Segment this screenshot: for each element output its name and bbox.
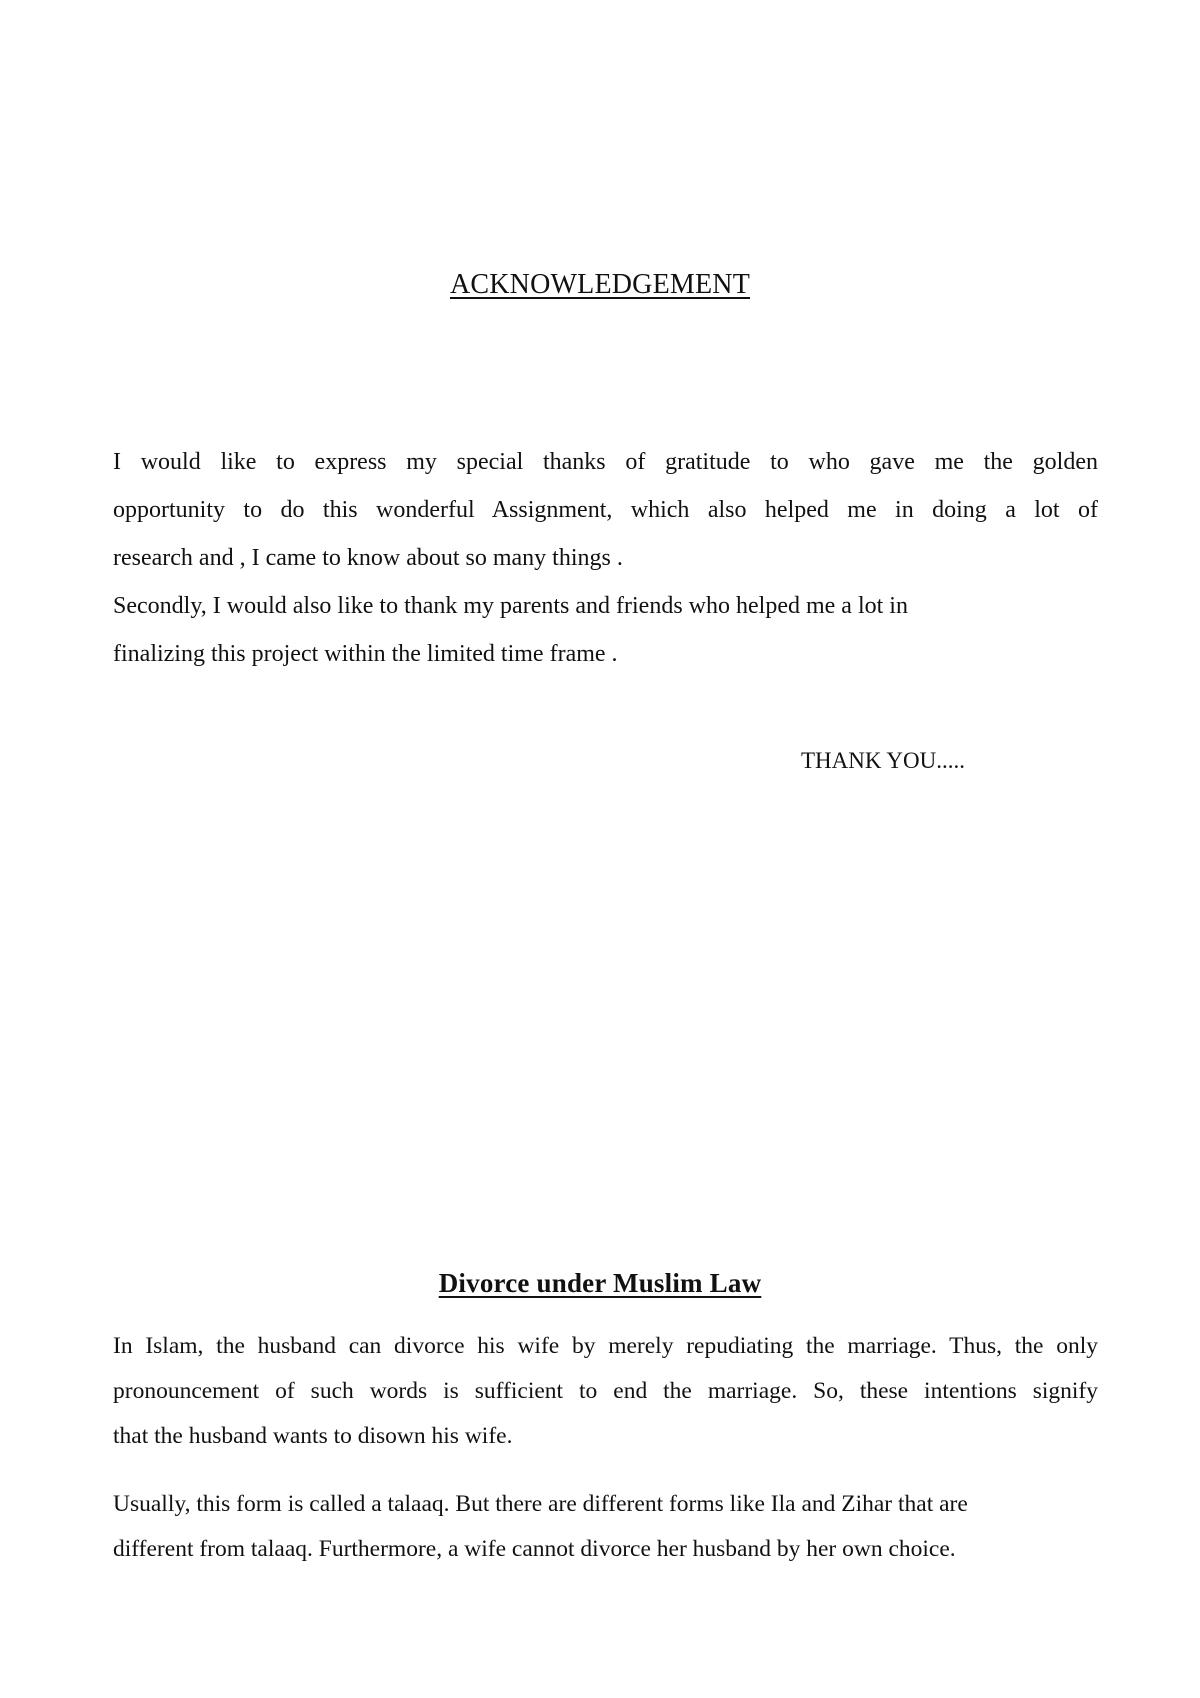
paragraph-line: I would like to express my special thanks of gratitude to who gave me the golden (113, 449, 1098, 475)
divorce-paragraph-2 (113, 1482, 1098, 1572)
paragraph-line: finalizing this project within the limited time frame . (113, 641, 618, 667)
closing-text: THANK YOU..... (801, 748, 965, 773)
divorce-paragraph-1 (113, 1324, 1098, 1459)
paragraph-line: In Islam, the husband can divorce his wife by merely repudiating the marriage. Thus, the only (113, 1333, 1098, 1359)
acknowledgement-paragraph-1 (113, 438, 1098, 582)
divorce-section-heading: Divorce under Muslim Law (438, 1268, 762, 1298)
acknowledgement-heading: ACKNOWLEDGEMENT (449, 269, 751, 300)
paragraph-line: pronouncement of such words is sufficient to end the marriage. So, these intentions signify (113, 1378, 1098, 1404)
paragraph-line: different from talaaq. Furthermore, a wife cannot divorce her husband by her own choice. (113, 1536, 956, 1562)
paragraph-line: opportunity to do this wonderful Assignment, which also helped me in doing a lot of (113, 497, 1098, 523)
paragraph-line: Secondly, I would also like to thank my parents and friends who helped me a lot in (113, 593, 908, 619)
paragraph-line: that the husband wants to disown his wife. (113, 1423, 513, 1449)
paragraph-line: Usually, this form is called a talaaq. But there are different forms like Ila and Zihar that are (113, 1491, 968, 1517)
acknowledgement-paragraph-2 (113, 582, 1098, 678)
paragraph-line: research and , I came to know about so many things . (113, 545, 623, 571)
